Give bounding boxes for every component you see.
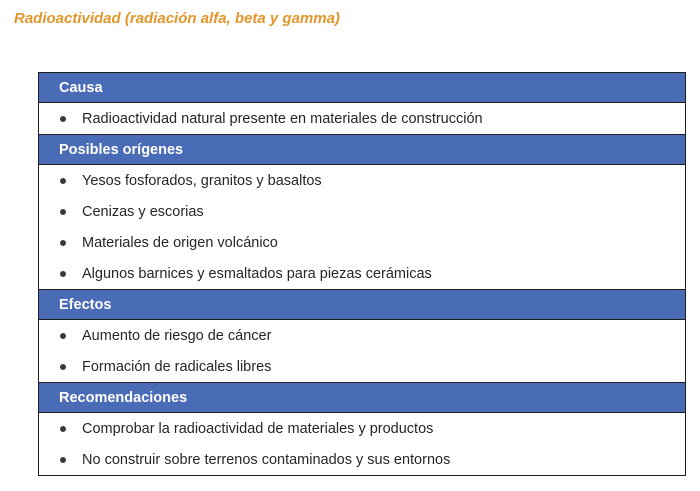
list-item-text: Algunos barnices y esmaltados para piezas cerámicas <box>82 265 432 282</box>
bullet-icon <box>60 364 66 370</box>
bullet-icon <box>60 178 66 184</box>
section-header-posibles-origenes: Posibles orígenes <box>39 135 685 165</box>
list-item <box>39 320 685 351</box>
bullet-icon <box>60 457 66 463</box>
section-header-recomendaciones: Recomendaciones <box>39 383 685 413</box>
bullet-icon <box>60 333 66 339</box>
bullet-icon <box>60 240 66 246</box>
bullet-icon <box>60 271 66 277</box>
bullet-icon <box>60 209 66 215</box>
list-item-text: Radioactividad natural presente en materiales de construcción <box>82 110 483 127</box>
info-table <box>38 72 686 476</box>
section-posibles-origenes <box>39 135 685 290</box>
list-item-text: Comprobar la radioactividad de materiales y productos <box>82 420 434 437</box>
list-item <box>39 258 685 289</box>
list-item-text: Yesos fosforados, granitos y basaltos <box>82 172 322 189</box>
section-body-causa <box>39 103 685 135</box>
list-item <box>39 196 685 227</box>
bullet-icon <box>60 116 66 122</box>
document-title: Radioactividad (radiación alfa, beta y gamma) <box>14 10 340 27</box>
section-efectos <box>39 290 685 383</box>
section-body-recomendaciones <box>39 413 685 475</box>
section-recomendaciones <box>39 383 685 475</box>
list-item-text: Formación de radicales libres <box>82 358 272 375</box>
list-item <box>39 165 685 196</box>
list-item-text: Aumento de riesgo de cáncer <box>82 327 272 344</box>
bullet-icon <box>60 426 66 432</box>
section-header-efectos: Efectos <box>39 290 685 320</box>
list-item <box>39 103 685 134</box>
list-item <box>39 227 685 258</box>
list-item-text: No construir sobre terrenos contaminados y sus entornos <box>82 451 451 468</box>
list-item-text: Materiales de origen volcánico <box>82 234 278 251</box>
list-item-text: Cenizas y escorias <box>82 203 204 220</box>
list-item <box>39 351 685 382</box>
section-body-efectos <box>39 320 685 383</box>
list-item <box>39 444 685 475</box>
section-causa <box>39 73 685 135</box>
section-body-posibles-origenes <box>39 165 685 290</box>
section-header-causa: Causa <box>39 73 685 103</box>
list-item <box>39 413 685 444</box>
